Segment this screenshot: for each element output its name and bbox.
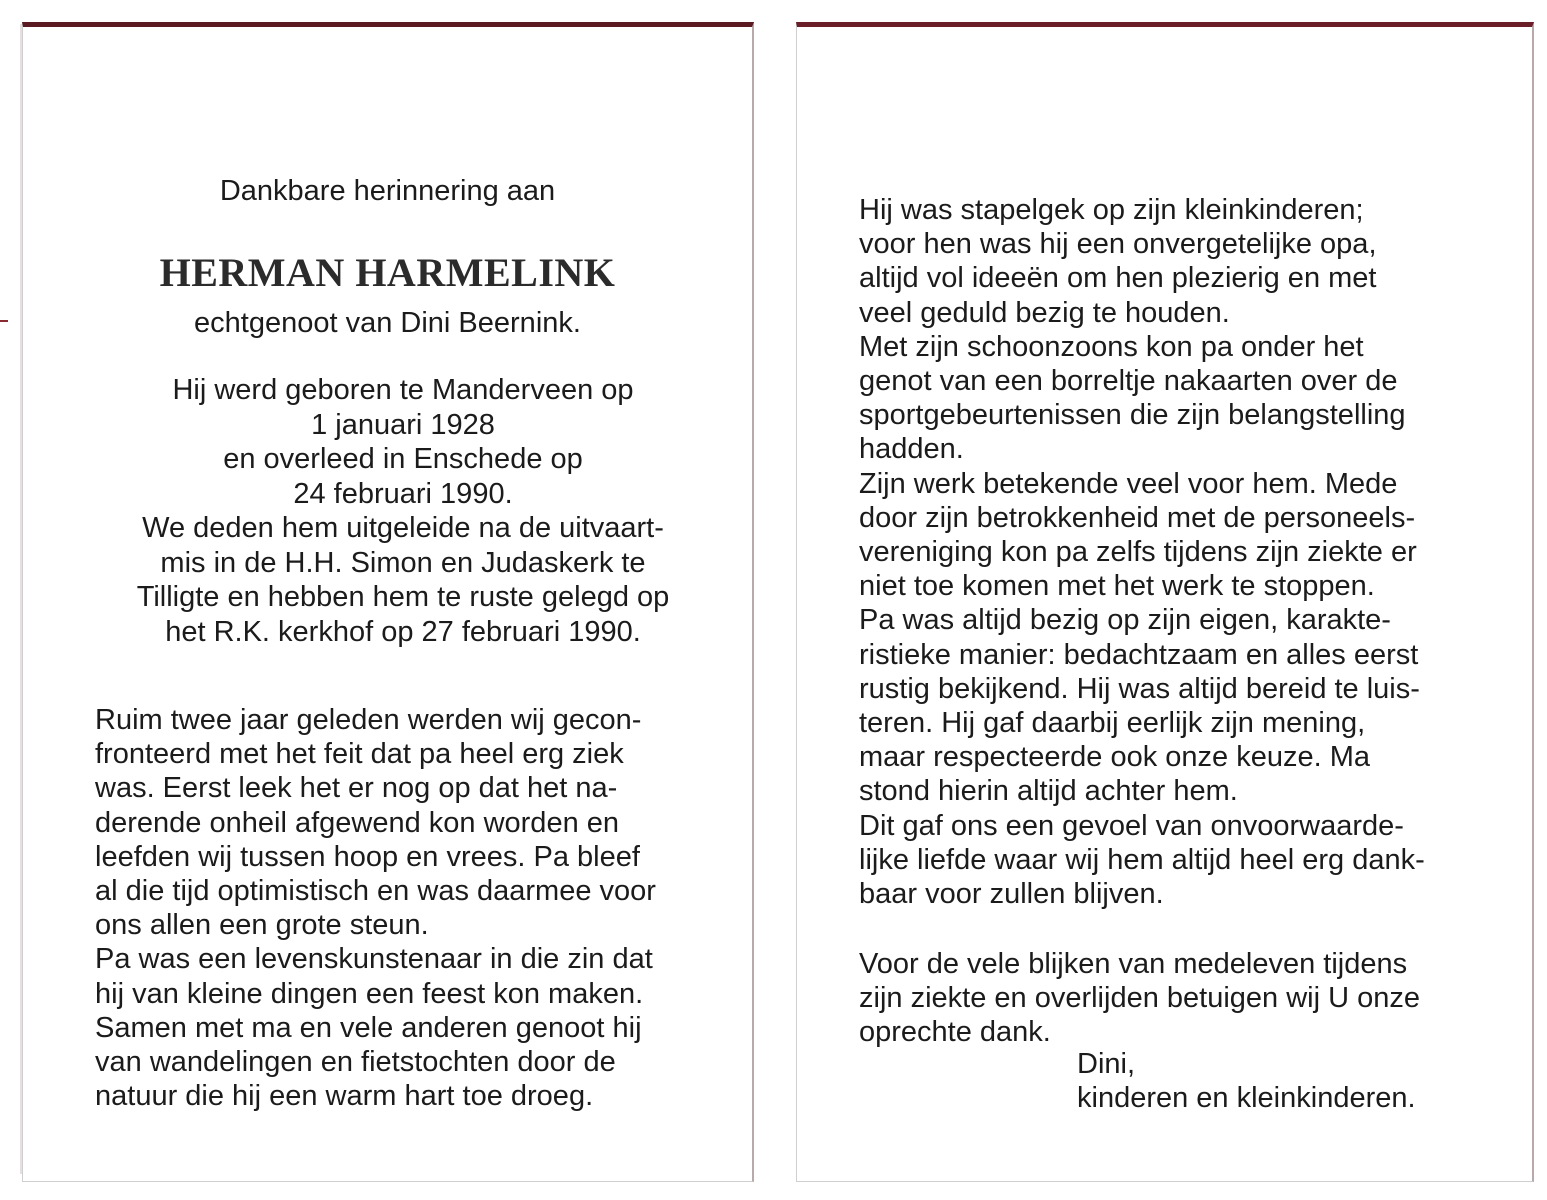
text-line: van wandelingen en fietstochten door de bbox=[95, 1046, 616, 1079]
text-line: niet toe komen met het werk te stoppen. bbox=[859, 570, 1375, 603]
text-line: al die tijd optimistisch en was daarmee voor bbox=[95, 875, 656, 908]
text-line: maar respecteerde ook onze keuze. Ma bbox=[859, 741, 1370, 774]
signature-line: Dini, bbox=[1077, 1048, 1136, 1080]
text-line: Ruim twee jaar geleden werden wij gecon- bbox=[95, 704, 642, 736]
text-line: zijn ziekte en overlijden betuigen wij U onze bbox=[859, 982, 1420, 1015]
text-line: Pa was een levenskunstenaar in die zin dat bbox=[95, 943, 653, 976]
text-line: We deden hem uitgeleide na de uitvaart- bbox=[142, 512, 664, 544]
intro-text: Dankbare herinnering aan bbox=[219, 175, 556, 207]
text-line: voor hen was hij een onvergetelijke opa, bbox=[859, 228, 1377, 261]
thanks-text bbox=[859, 947, 1474, 1050]
memorial-card-right bbox=[796, 22, 1534, 1182]
text-line: Hij was stapelgek op zijn kleinkinderen; bbox=[859, 194, 1364, 226]
text-line: hij van kleine dingen een feest kon maken. bbox=[95, 977, 644, 1010]
crease-mark bbox=[0, 320, 8, 322]
text-line: sportgebeurtenissen die zijn belangstelling bbox=[859, 399, 1406, 432]
text-line: genot van een borreltje nakaarten over de bbox=[859, 365, 1398, 398]
text-line: 24 februari 1990. bbox=[293, 477, 513, 510]
text-line: Tilligte en hebben hem te ruste gelegd op bbox=[136, 581, 670, 613]
text-line: vereniging kon pa zelfs tijdens zijn ziekte er bbox=[859, 536, 1417, 569]
birth-death-details bbox=[93, 373, 713, 649]
text-line: teren. Hij gaf daarbij eerlijk zijn mening, bbox=[859, 707, 1366, 740]
text-line: leefden wij tussen hoop en vrees. Pa bleef bbox=[95, 840, 640, 873]
spouse-line: echtgenoot van Dini Beernink. bbox=[194, 307, 581, 339]
signature-line: kinderen en kleinkinderen. bbox=[1077, 1082, 1416, 1114]
text-line: stond hierin altijd achter hem. bbox=[859, 775, 1238, 808]
text-line: en overleed in Enschede op bbox=[223, 443, 583, 475]
text-line: Zijn werk betekende veel voor hem. Mede bbox=[859, 467, 1398, 500]
text-line: oprechte dank. bbox=[859, 1016, 1051, 1049]
text-line: fronteerd met het feit dat pa heel erg ziek bbox=[95, 738, 624, 771]
memorial-card-left bbox=[22, 22, 754, 1182]
text-line: mis in de H.H. Simon en Judaskerk te bbox=[160, 546, 646, 579]
text-line: lijke liefde waar wij hem altijd heel erg dank- bbox=[859, 843, 1425, 876]
text-line: Met zijn schoonzoons kon pa onder het bbox=[859, 330, 1364, 363]
text-line: ristieke manier: bedachtzaam en alles eerst bbox=[859, 638, 1419, 671]
signature bbox=[1077, 1047, 1416, 1115]
text-line: rustig bekijkend. Hij was altijd bereid te luis- bbox=[859, 672, 1420, 705]
text-line: Voor de vele blijken van medeleven tijdens bbox=[859, 948, 1408, 980]
text-line: door zijn betrokkenheid met de personeels- bbox=[859, 501, 1416, 534]
text-line: Samen met ma en vele anderen genoot hij bbox=[95, 1011, 642, 1044]
text-line: natuur die hij een warm hart toe droeg. bbox=[95, 1080, 594, 1113]
right-body-text bbox=[859, 193, 1474, 911]
text-line: hadden. bbox=[859, 433, 964, 466]
text-line: het R.K. kerkhof op 27 februari 1990. bbox=[165, 615, 641, 648]
text-line: Pa was altijd bezig op zijn eigen, karakte- bbox=[859, 604, 1391, 637]
text-line: Dit gaf ons een gevoel van onvoorwaarde- bbox=[859, 809, 1404, 842]
text-line: ons allen een grote steun. bbox=[95, 909, 429, 942]
text-line: 1 januari 1928 bbox=[311, 408, 495, 441]
deceased-name: HERMAN HARMELINK bbox=[159, 250, 616, 295]
text-line: was. Eerst leek het er nog op dat het na- bbox=[95, 772, 618, 805]
text-line: baar voor zullen blijven. bbox=[859, 878, 1164, 911]
text-line: veel geduld bezig te houden. bbox=[859, 296, 1230, 329]
text-line: derende onheil afgewend kon worden en bbox=[95, 806, 620, 839]
left-body-text bbox=[95, 703, 712, 1113]
text-line: Hij werd geboren te Manderveen op bbox=[172, 374, 634, 406]
text-line: altijd vol ideeën om hen plezierig en met bbox=[859, 262, 1377, 295]
